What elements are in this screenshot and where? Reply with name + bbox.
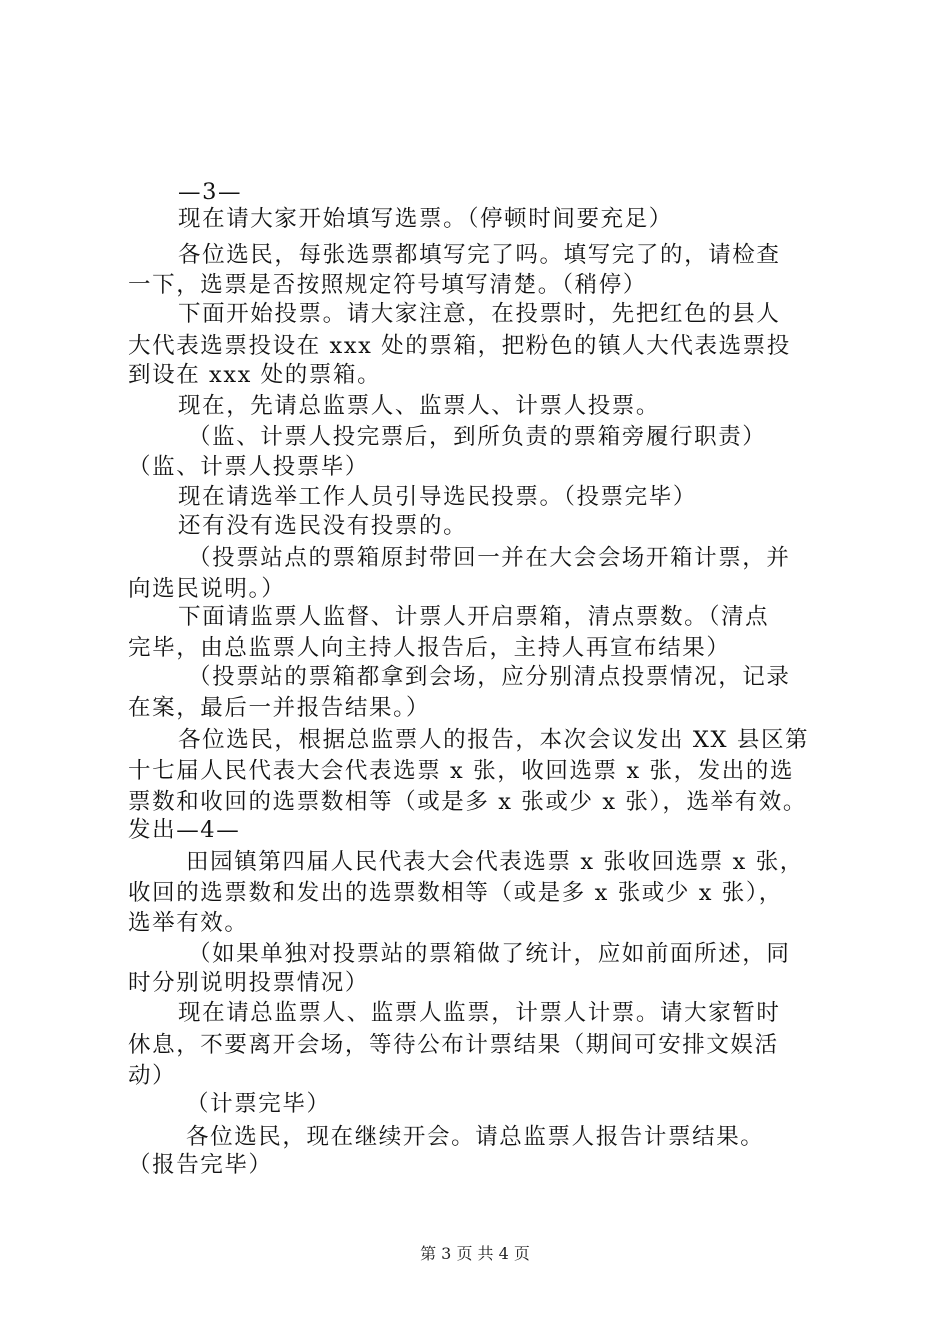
paragraph-line: （报告完毕）	[128, 1152, 273, 1178]
paragraph-line: 大代表选票投设在 xxx 处的票箱，把粉色的镇人大代表选票投	[128, 333, 791, 359]
page-footer: 第 3 页 共 4 页	[420, 1244, 530, 1263]
paragraph-line: 现在，先请总监票人、监票人、计票人投票。	[178, 393, 661, 419]
paragraph-line: （投票站的票箱都拿到会场，应分别清点投票情况，记录	[188, 664, 791, 690]
paragraph-line: 各位选民，根据总监票人的报告，本次会议发出 XX 县区第	[178, 727, 810, 753]
paragraph-line: 选举有效。	[128, 910, 249, 936]
paragraph-line: （计票完毕）	[186, 1091, 331, 1117]
page-marker-3: —3—	[178, 179, 243, 205]
paragraph-line: 票数和收回的选票数相等（或是多 x 张或少 x 张），选举有效。	[128, 789, 807, 815]
paragraph-line: 十七届人民代表大会代表选票 x 张，收回选票 x 张，发出的选	[128, 758, 795, 784]
paragraph-line: 现在请选举工作人员引导选民投票。（投票完毕）	[178, 484, 697, 510]
paragraph-line: 在案，最后一并报告结果。）	[128, 695, 431, 721]
paragraph-line: 休息，不要离开会场，等待公布计票结果（期间可安排文娱活	[128, 1032, 779, 1058]
paragraph-line: （如果单独对投票站的票箱做了统计，应如前面所述，同	[188, 941, 791, 967]
paragraph-line: 各位选民，每张选票都填写完了吗。填写完了的，请检查	[178, 242, 781, 268]
paragraph-line: 收回的选票数和发出的选票数相等（或是多 x 张或少 x 张），	[128, 880, 783, 906]
paragraph-line: （监、计票人投完票后，到所负责的票箱旁履行职责）	[188, 424, 767, 450]
paragraph-line: 动）	[128, 1063, 177, 1089]
paragraph-line: （监、计票人投票毕）	[128, 454, 370, 480]
paragraph-line: 下面请监票人监督、计票人开启票箱，清点票数。（清点	[178, 604, 770, 630]
paragraph-line: （投票站点的票箱原封带回一并在大会会场开箱计票，并	[188, 545, 791, 571]
paragraph-line: 完毕，由总监票人向主持人报告后，主持人再宣布结果）	[128, 635, 731, 661]
paragraph-line: 下面开始投票。请大家注意，在投票时，先把红色的县人	[178, 301, 781, 327]
paragraph-line: 各位选民，现在继续开会。请总监票人报告计票结果。	[186, 1124, 765, 1150]
paragraph-line: 现在请大家开始填写选票。（停顿时间要充足）	[178, 206, 673, 232]
paragraph-line: 还有没有选民没有投票的。	[178, 513, 468, 539]
paragraph-line: 到设在 xxx 处的票箱。	[128, 362, 382, 388]
page-marker-4: 发出—4—	[128, 817, 241, 843]
paragraph-line: 一下，选票是否按照规定符号填写清楚。（稍停）	[128, 272, 647, 298]
paragraph-line: 向选民说明。）	[128, 576, 286, 602]
paragraph-line: 时分别说明投票情况）	[128, 970, 370, 996]
paragraph-line: 现在请总监票人、监票人监票，计票人计票。请大家暂时	[178, 1000, 781, 1026]
paragraph-line: 田园镇第四届人民代表大会代表选票 x 张收回选票 x 张，	[186, 849, 804, 875]
